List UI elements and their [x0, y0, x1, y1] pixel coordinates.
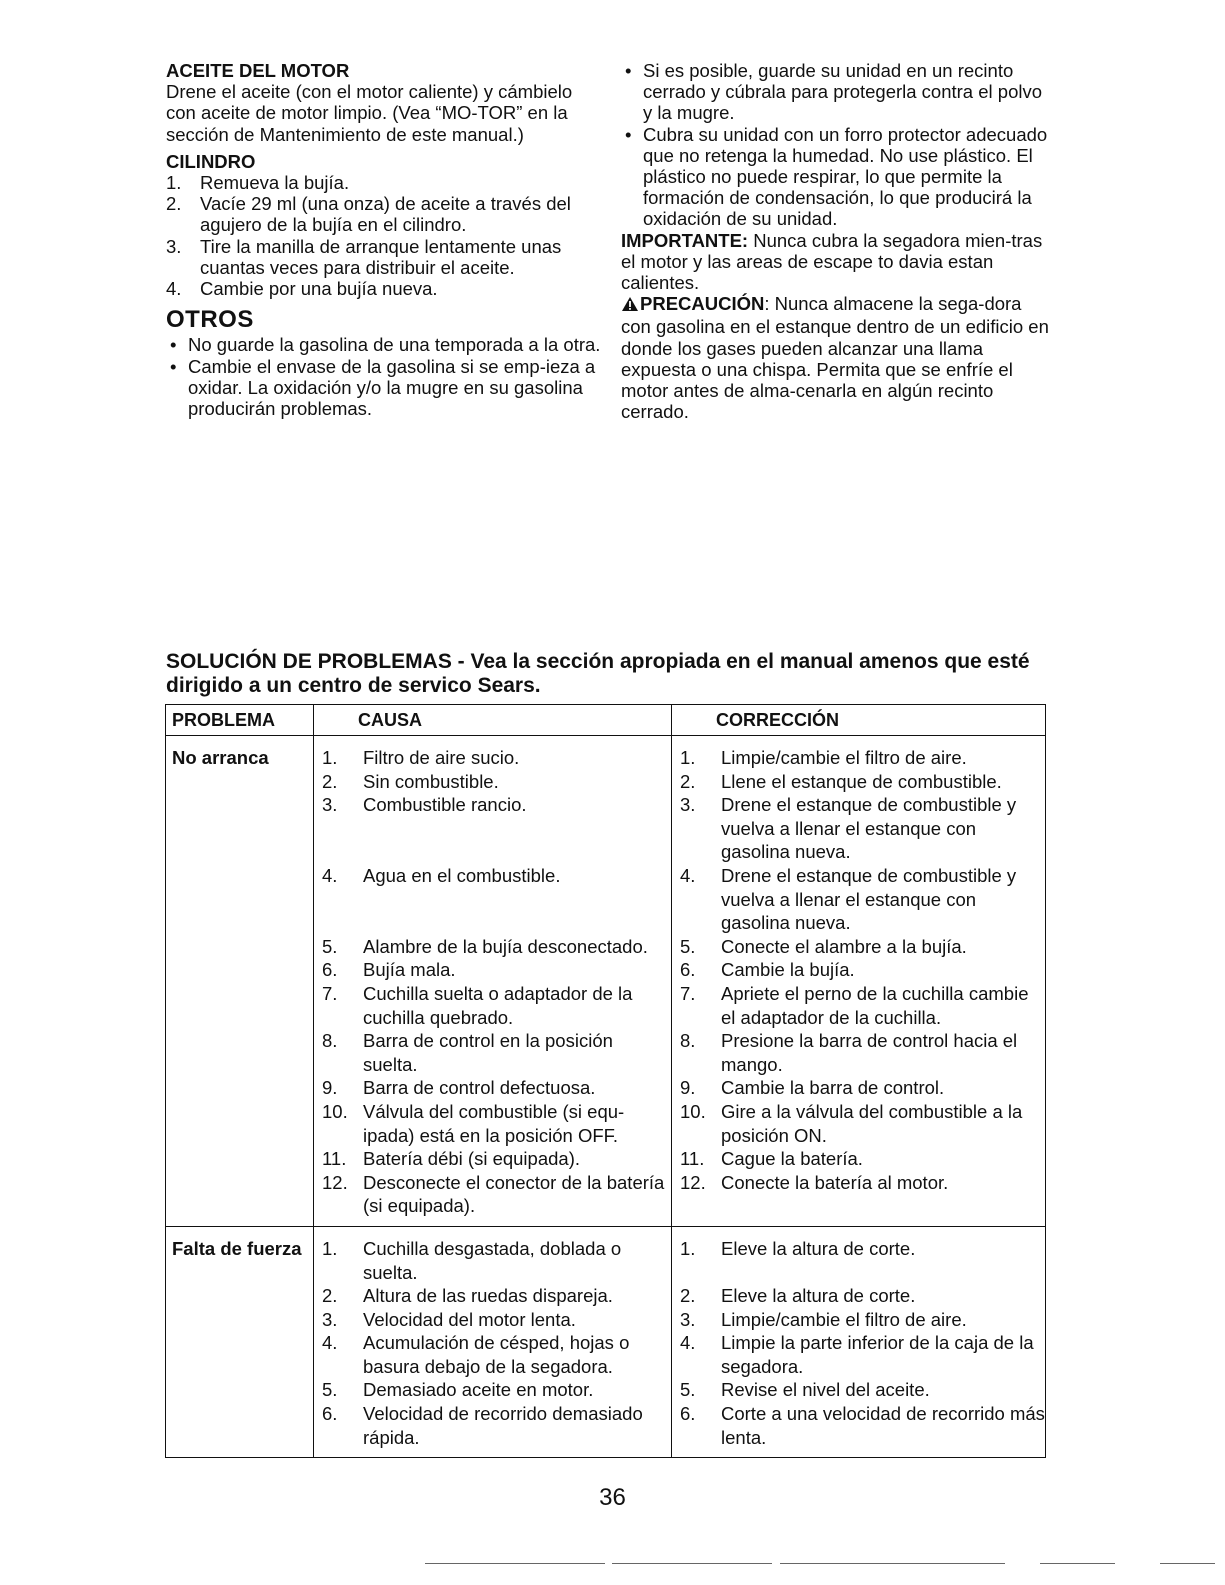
list-item: 4. Drene el estanque de combustible y vuelva a llenar el estanque con gasolina nueva. [680, 864, 1017, 934]
table-row [166, 1227, 1045, 1457]
list-item: • Cubra su unidad con un forro protector adecuado que no retenga la humedad. No use plástico. El plástico no puede respirar, lo que permite la formación de condensación, lo que producirá la oxidación de su unidad. [625, 123, 1048, 230]
troubleshooting-table [165, 704, 1046, 1458]
list-item: 1. Cuchilla desgastada, doblada o suelta. [322, 1237, 622, 1283]
list-item: 12. Desconecte el conector de la batería (si equipada). [322, 1171, 665, 1217]
importante-note: IMPORTANTE: Nunca cubra la segadora mien-tras el motor y las areas de escape to davia estan calientes. [621, 229, 1043, 294]
correccion-cell [672, 1227, 1045, 1457]
scan-divider [425, 1563, 605, 1564]
list-item: 9. Barra de control defectuosa. [322, 1077, 596, 1099]
list-item: 5. Demasiado aceite en motor. [322, 1379, 594, 1401]
list-item: 3. Drene el estanque de combustible y vuelva a llenar el estanque con gasolina nueva. [680, 794, 1017, 863]
list-item: • Si es posible, guarde su unidad en un recinto cerrado y cúbrala para protegerla contra el polvo y la mugre. [625, 60, 1043, 124]
header-causa: CAUSA [314, 705, 672, 735]
otros-bullets [166, 334, 606, 419]
list-item: 5. Revise el nivel del aceite. [680, 1379, 930, 1401]
list-item: 3. Velocidad del motor lenta. [322, 1308, 576, 1330]
list-item: 1. Remueva la bujía. [166, 172, 350, 194]
list-item: 3. Limpie/cambie el filtro de aire. [680, 1308, 967, 1330]
troubleshooting-title: SOLUCIÓN DE PROBLEMAS - Vea la sección apropiada en el manual amenos que esté dirigido a un centro de servico Sears. [166, 650, 1030, 697]
list-item: 4. Acumulación de césped, hojas o basura debajo de la segadora. [322, 1332, 630, 1377]
list-item: 4. Agua en el combustible. [322, 864, 561, 886]
list-item: 8. Barra de control en la posición suelta. [322, 1030, 613, 1075]
list-item: 12. Conecte la batería al motor. [680, 1171, 949, 1193]
list-item: 2. Vacíe 29 ml (una onza) de aceite a través del agujero de la bujía en el cilindro. [166, 193, 571, 236]
causa-cell [314, 1227, 672, 1457]
list-item: 1. Eleve la altura de corte. [680, 1237, 916, 1259]
header-correccion: CORRECCIÓN [716, 710, 840, 730]
list-item: 1. Limpie/cambie el filtro de aire. [680, 747, 967, 768]
page-number: 36 [599, 1484, 626, 1511]
list-item: 1. Filtro de aire sucio. [322, 747, 520, 768]
precaucion-note: PRECAUCIÓN: Nunca almacene la sega-dora con gasolina en el estanque dentro de un edificio en donde los gases pueden alcanzar una llama expuesta o una chispa. Permita que se enfríe el motor antes de alma-cenarla en algún recinto cerrado. [621, 293, 1049, 423]
table-row [166, 736, 1045, 1227]
otros-heading: OTROS [166, 306, 254, 334]
list-item: 3. Combustible rancio. [322, 794, 527, 816]
list-item: • Cambie el envase de la gasolina si se emp-ieza a oxidar. La oxidación y/o la mugre en su gasolina producirán problemas. [170, 355, 596, 420]
cilindro-steps [166, 172, 606, 299]
list-item: 9. Cambie la barra de control. [680, 1077, 945, 1099]
list-item: 6. Cambie la bujía. [680, 959, 855, 981]
problema-cell: No arranca [166, 736, 314, 1226]
table-header [166, 705, 1045, 736]
right-column [621, 60, 1051, 422]
aceite-heading: ACEITE DEL MOTOR [166, 60, 350, 81]
header-problema: PROBLEMA [166, 705, 314, 735]
scan-divider [612, 1563, 772, 1564]
list-item: 7. Apriete el perno de la cuchilla cambie el adaptador de la cuchilla. [680, 982, 1029, 1028]
scan-divider [1040, 1563, 1115, 1564]
list-item: 3. Tire la manilla de arranque lentamente unas cuantas veces para distribuir el aceite. [166, 235, 562, 278]
correccion-cell [672, 736, 1045, 1226]
list-item: 5. Alambre de la bujía desconectado. [322, 935, 648, 957]
list-item: 10. Válvula del combustible (si equ-ipada) está en la posición OFF. [322, 1100, 625, 1146]
list-item: 11. Cague la batería. [680, 1148, 863, 1170]
list-item: 2. Llene el estanque de combustible. [680, 770, 1002, 792]
list-item: 4. Cambie por una bujía nueva. [166, 278, 438, 300]
list-item: 2. Altura de las ruedas dispareja. [322, 1285, 613, 1307]
cilindro-heading: CILINDRO [166, 150, 256, 172]
aceite-text: Drene el aceite (con el motor caliente) y cámbielo con aceite de motor limpio. (Vea “MO-TOR” en la sección de Mantenimiento de este manual.) [166, 81, 573, 145]
list-item: • No guarde la gasolina de una temporada a la otra. [170, 334, 601, 356]
list-item: 7. Cuchilla suelta o adaptador de la cuchilla quebrado. [322, 982, 633, 1028]
left-column [166, 60, 606, 419]
scan-divider [1160, 1563, 1215, 1564]
scan-divider [780, 1563, 1005, 1564]
list-item: 2. Sin combustible. [322, 770, 499, 792]
warning-triangle-icon [621, 295, 639, 316]
list-item: 8. Presione la barra de control hacia el mango. [680, 1030, 1018, 1075]
list-item: 2. Eleve la altura de corte. [680, 1285, 916, 1307]
list-item: 5. Conecte el alambre a la bujía. [680, 935, 967, 957]
problema-cell: Falta de fuerza [166, 1227, 314, 1457]
list-item: 6. Bujía mala. [322, 959, 456, 981]
list-item: 6. Velocidad de recorrido demasiado rápida. [322, 1403, 643, 1448]
causa-cell [314, 736, 672, 1226]
list-item: 4. Limpie la parte inferior de la caja de la segadora. [680, 1332, 1034, 1377]
list-item: 11. Batería débi (si equipada). [322, 1148, 580, 1170]
list-item: 6. Corte a una velocidad de recorrido más lenta. [680, 1403, 1045, 1448]
list-item: 10. Gire a la válvula del combustible a la posición ON. [680, 1100, 1023, 1146]
